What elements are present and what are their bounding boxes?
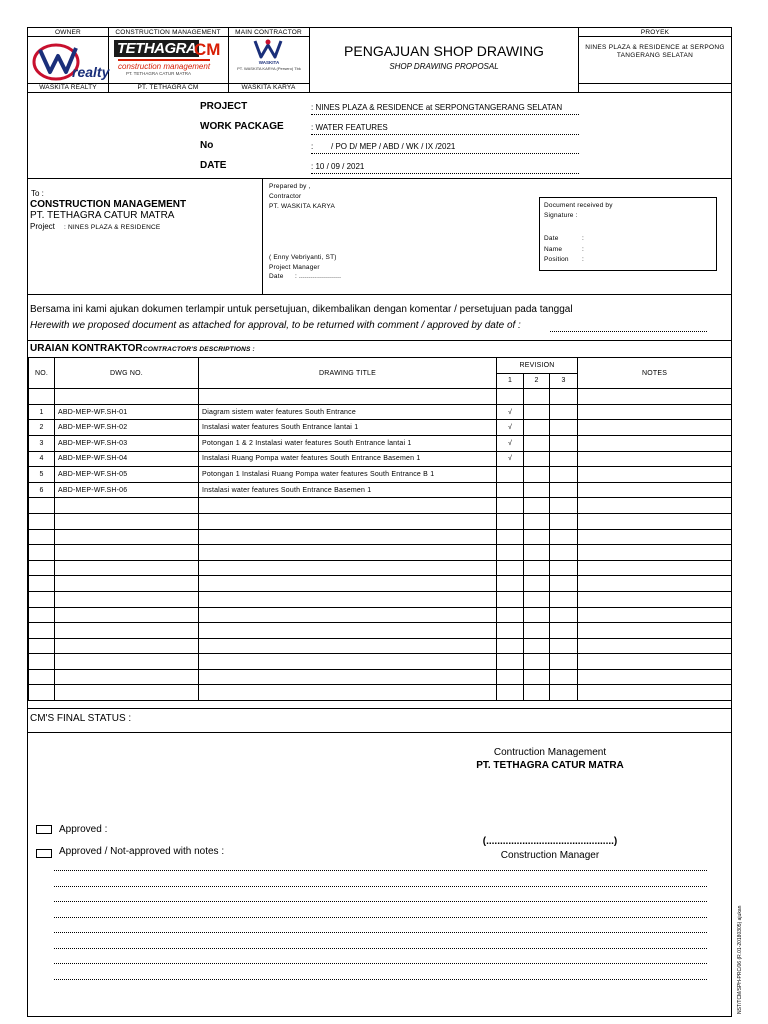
table-cell xyxy=(550,389,578,405)
table-cell-notes xyxy=(578,498,732,514)
table-row xyxy=(29,576,732,592)
table-cell-no xyxy=(29,607,55,623)
table-cell-rev3 xyxy=(550,623,578,639)
date-underline xyxy=(311,173,579,174)
table-cell-notes xyxy=(578,560,732,576)
rev2-header: 2 xyxy=(524,373,550,389)
table-cell-no: 6 xyxy=(29,482,55,498)
table-row xyxy=(29,591,732,607)
approved-checkbox[interactable] xyxy=(36,825,52,834)
work-package-label: WORK PACKAGE xyxy=(200,121,284,132)
table-cell-rev3 xyxy=(550,654,578,670)
header-divider xyxy=(108,27,109,92)
table-cell-rev2 xyxy=(524,560,550,576)
table-cell-notes xyxy=(578,513,732,529)
page-subtitle: SHOP DRAWING PROPOSAL xyxy=(389,62,499,71)
table-cell-rev1 xyxy=(497,560,524,576)
table-cell-dwg xyxy=(55,591,199,607)
uraian-title: URAIAN KONTRAKTOR xyxy=(30,343,143,354)
proyek-label: PROYEK xyxy=(640,29,670,36)
table-cell-rev2 xyxy=(524,498,550,514)
table-cell-title xyxy=(199,560,497,576)
proyek-value: NINES PLAZA & RESIDENCE at SERPONG TANGERANG SELATAN xyxy=(585,44,725,59)
received-date-colon: : xyxy=(582,235,585,242)
rev3-header: 3 xyxy=(550,373,578,389)
table-row xyxy=(29,420,732,436)
table-cell-no: 4 xyxy=(29,451,55,467)
table-cell-dwg xyxy=(55,623,199,639)
table-cell-dwg xyxy=(55,669,199,685)
table-cell-rev2 xyxy=(524,529,550,545)
table-cell-title xyxy=(199,576,497,592)
statement-indonesian: Bersama ini kami ajukan dokumen terlampir untuk persetujuan, dikembalikan dengan komentar / persetujuan pada tanggal xyxy=(30,304,573,315)
table-row xyxy=(29,513,732,529)
table-cell-rev3 xyxy=(550,420,578,436)
approved-notes-checkbox[interactable] xyxy=(36,849,52,858)
note-line[interactable] xyxy=(54,917,707,918)
no-underline xyxy=(311,153,579,154)
table-row xyxy=(29,654,732,670)
table-cell-dwg xyxy=(55,685,199,701)
received-name-colon: : xyxy=(582,246,585,253)
received-position-label: Position xyxy=(544,256,569,263)
table-cell-rev3 xyxy=(550,591,578,607)
table-cell-rev1 xyxy=(497,498,524,514)
table-cell-rev3 xyxy=(550,669,578,685)
table-cell-no xyxy=(29,529,55,545)
table-cell-notes xyxy=(578,638,732,654)
table-cell xyxy=(578,389,732,405)
table-cell-dwg xyxy=(55,654,199,670)
table-cell xyxy=(55,389,199,405)
table-row xyxy=(29,482,732,498)
table-cell-notes xyxy=(578,591,732,607)
table-cell-rev2 xyxy=(524,435,550,451)
table-cell-rev1 xyxy=(497,623,524,639)
waskita-karya-logo-mark xyxy=(252,38,284,60)
table-cell-rev2 xyxy=(524,685,550,701)
note-line[interactable] xyxy=(54,886,707,887)
uraian-subtitle: CONTRACTOR'S DESCRIPTIONS : xyxy=(143,346,255,353)
note-line[interactable] xyxy=(54,948,707,949)
table-row xyxy=(29,467,732,483)
table-cell-no xyxy=(29,685,55,701)
table-cell-rev3 xyxy=(550,529,578,545)
drawing-table xyxy=(28,357,732,701)
note-line[interactable] xyxy=(54,901,707,902)
date-value: : 10 / 09 / 2021 xyxy=(311,162,365,171)
received-title: Document received by xyxy=(544,202,613,209)
page-title: PENGAJUAN SHOP DRAWING xyxy=(344,43,544,59)
received-name-label: Name xyxy=(544,246,563,253)
waskita-realty-logo xyxy=(30,38,110,82)
col-title-header: DRAWING TITLE xyxy=(199,358,497,389)
cm-label: CONSTRUCTION MANAGEMENT xyxy=(115,29,221,36)
mc-logo-pt: PT. WASKITA KARYA (Persero) Tbk xyxy=(237,66,301,71)
table-row xyxy=(29,389,732,405)
table-cell-rev2 xyxy=(524,404,550,420)
work-package-underline xyxy=(311,134,579,135)
table-cell-rev2 xyxy=(524,576,550,592)
to-company: PT. TETHAGRA CATUR MATRA xyxy=(30,210,175,221)
table-cell-rev1: √ xyxy=(497,420,524,436)
table-row xyxy=(29,545,732,561)
note-line[interactable] xyxy=(54,963,707,964)
table-cell-rev3 xyxy=(550,451,578,467)
table-cell-dwg xyxy=(55,560,199,576)
col-dwg-header: DWG NO. xyxy=(55,358,199,389)
header-divider xyxy=(578,83,732,84)
table-cell-title: Instalasi water features South Entrance lantai 1 xyxy=(199,420,497,436)
project-value: : NINES PLAZA & RESIDENCE at SERPONGTANGERANG SELATAN xyxy=(311,103,563,112)
table-row xyxy=(29,451,732,467)
table-cell-title: Instalasi water features South Entrance Basemen 1 xyxy=(199,482,497,498)
table-cell-rev3 xyxy=(550,685,578,701)
table-cell-rev1 xyxy=(497,638,524,654)
table-cell-title xyxy=(199,498,497,514)
table-cell-notes xyxy=(578,607,732,623)
table-cell-rev1 xyxy=(497,513,524,529)
side-code: NST/TCM/SPH-PRC/06 (R.01-20180305) ajukan xyxy=(737,905,743,1014)
project-label: PROJECT xyxy=(200,101,248,112)
table-cell-no: 5 xyxy=(29,467,55,483)
table-cell-rev3 xyxy=(550,560,578,576)
col-no-header: NO. xyxy=(29,358,55,389)
table-cell-notes xyxy=(578,435,732,451)
table-cell-rev3 xyxy=(550,498,578,514)
mc-logo-brand: WASKITA xyxy=(258,60,280,65)
table-cell-title xyxy=(199,529,497,545)
table-cell-title xyxy=(199,607,497,623)
received-date-label: Date xyxy=(544,235,559,242)
table-row xyxy=(29,607,732,623)
header-bottom-line xyxy=(27,92,732,93)
project-underline xyxy=(311,114,579,115)
table-cell-rev1 xyxy=(497,482,524,498)
table-row xyxy=(29,560,732,576)
approved-notes-label: Approved / Not-approved with notes : xyxy=(59,846,225,857)
section-divider xyxy=(27,178,732,179)
table-cell-rev3 xyxy=(550,482,578,498)
table-cell-dwg xyxy=(55,498,199,514)
col-revision-header: REVISION xyxy=(497,358,578,374)
table-cell-no xyxy=(29,513,55,529)
table-cell-rev1 xyxy=(497,669,524,685)
table-cell-rev3 xyxy=(550,435,578,451)
table-cell-dwg xyxy=(55,638,199,654)
table-cell-no: 2 xyxy=(29,420,55,436)
table-cell-notes xyxy=(578,451,732,467)
table-row xyxy=(29,498,732,514)
table-cell-title xyxy=(199,685,497,701)
table-cell-dwg: ABD-MEP-WF.SH-04 xyxy=(55,451,199,467)
table-cell xyxy=(199,389,497,405)
table-cell-no xyxy=(29,591,55,607)
table-cell-rev1 xyxy=(497,685,524,701)
table-cell-no xyxy=(29,669,55,685)
table-cell-rev1 xyxy=(497,467,524,483)
owner-label: OWNER xyxy=(55,29,81,36)
table-cell-dwg: ABD-MEP-WF.SH-06 xyxy=(55,482,199,498)
table-cell-dwg: ABD-MEP-WF.SH-02 xyxy=(55,420,199,436)
header-divider xyxy=(578,36,732,37)
table-cell-no xyxy=(29,576,55,592)
table-cell-rev1 xyxy=(497,529,524,545)
table-cell-rev2 xyxy=(524,451,550,467)
table-cell-title xyxy=(199,545,497,561)
waskita-karya-logo xyxy=(230,38,308,82)
received-position-colon: : xyxy=(582,256,585,263)
table-cell-no xyxy=(29,545,55,561)
table-cell-title xyxy=(199,669,497,685)
table-cell-notes xyxy=(578,576,732,592)
table-cell-title: Diagram sistem water features South Entrance xyxy=(199,404,497,420)
table-cell-rev2 xyxy=(524,467,550,483)
work-package-value: : WATER FEATURES xyxy=(311,123,388,132)
table-row xyxy=(29,529,732,545)
note-line[interactable] xyxy=(54,979,707,980)
table-cell-rev1 xyxy=(497,576,524,592)
contractor-value: PT. WASKITA KARYA xyxy=(269,203,336,210)
table-cell xyxy=(497,389,524,405)
contractor-label: Contractor xyxy=(269,193,302,200)
note-line[interactable] xyxy=(54,870,707,871)
section-divider xyxy=(27,732,732,733)
cm-logo-cm: CM xyxy=(194,40,221,59)
table-cell-rev2 xyxy=(524,545,550,561)
table-cell-dwg xyxy=(55,545,199,561)
table-cell-notes xyxy=(578,420,732,436)
table-cell-rev2 xyxy=(524,420,550,436)
prepared-by-label: Prepared by , xyxy=(269,183,311,190)
table-cell-rev2 xyxy=(524,638,550,654)
table-cell-notes xyxy=(578,654,732,670)
table-cell-dwg xyxy=(55,607,199,623)
header-divider xyxy=(228,27,229,92)
main-contractor-label: MAIN CONTRACTOR xyxy=(235,29,302,36)
table-cell-no: 1 xyxy=(29,404,55,420)
section-divider xyxy=(27,340,732,341)
cm-logo-pt: PT. TETHAGRA CATUR MATRA xyxy=(126,71,192,76)
final-cm-line2: PT. TETHAGRA CATUR MATRA xyxy=(476,760,624,771)
table-cell-rev1 xyxy=(497,607,524,623)
table-cell-no xyxy=(29,654,55,670)
received-signature: Signature : xyxy=(544,212,578,219)
table-cell-rev1 xyxy=(497,545,524,561)
table-cell-no xyxy=(29,560,55,576)
cm-logo-main: TETHAGRA xyxy=(114,40,199,57)
table-cell-dwg: ABD-MEP-WF.SH-03 xyxy=(55,435,199,451)
section-divider xyxy=(27,294,732,295)
table-row xyxy=(29,623,732,639)
table-cell-notes xyxy=(578,669,732,685)
table-cell-notes xyxy=(578,685,732,701)
table-cell-notes xyxy=(578,482,732,498)
table-cell-dwg: ABD-MEP-WF.SH-05 xyxy=(55,467,199,483)
to-prepared-divider xyxy=(262,178,263,294)
table-cell-dwg xyxy=(55,576,199,592)
table-cell-title: Instalasi Ruang Pompa water features South Entrance Basemen 1 xyxy=(199,451,497,467)
table-cell-title xyxy=(199,623,497,639)
owner-logo-text: realty xyxy=(72,64,110,80)
table-body xyxy=(29,404,732,700)
table-cell-rev3 xyxy=(550,638,578,654)
cm-logo-sub: construction management xyxy=(118,59,210,71)
table-cell-rev2 xyxy=(524,669,550,685)
table-cell-rev3 xyxy=(550,576,578,592)
table-row xyxy=(29,685,732,701)
rev1-header: 1 xyxy=(497,373,524,389)
table-cell-rev2 xyxy=(524,623,550,639)
table-cell-notes xyxy=(578,529,732,545)
table-cell-no xyxy=(29,498,55,514)
table-cell-rev2 xyxy=(524,607,550,623)
table-cell-no: 3 xyxy=(29,435,55,451)
prepared-date-value: : ..................... xyxy=(295,273,342,280)
table-cell-notes xyxy=(578,467,732,483)
return-date-line xyxy=(550,331,707,332)
table-row xyxy=(29,404,732,420)
tethagra-cm-logo xyxy=(112,40,224,80)
table-cell-title xyxy=(199,654,497,670)
table-header-row xyxy=(29,358,732,374)
statement-english: Herewith we proposed document as attached for approval, to be returned with comment / approved by date of : xyxy=(30,320,521,331)
table-row xyxy=(29,638,732,654)
table-cell-title: Potongan 1 & 2 Instalasi water features South Entrance lantai 1 xyxy=(199,435,497,451)
header-divider xyxy=(578,27,579,92)
to-label: To : xyxy=(31,189,44,198)
table-cell-rev1 xyxy=(497,654,524,670)
table-cell-rev2 xyxy=(524,513,550,529)
no-label: No xyxy=(200,140,214,151)
table-cell-rev2 xyxy=(524,654,550,670)
to-project-value: : NINES PLAZA & RESIDENCE xyxy=(64,224,161,231)
sign-role: Construction Manager xyxy=(500,850,600,861)
table-cell-no xyxy=(29,638,55,654)
table-cell-rev3 xyxy=(550,513,578,529)
final-status-label: CM'S FINAL STATUS : xyxy=(30,713,132,724)
no-value: : / PO D/ MEP / ABD / WK / IX /2021 xyxy=(311,142,456,151)
table-cell-rev2 xyxy=(524,482,550,498)
date-label: DATE xyxy=(200,160,227,171)
final-cm-line1: Contruction Management xyxy=(493,747,607,758)
table-cell-title xyxy=(199,638,497,654)
to-recipient: CONSTRUCTION MANAGEMENT xyxy=(30,199,187,210)
table-cell-title: Potongan 1 Instalasi Ruang Pompa water features South Entrance B 1 xyxy=(199,467,497,483)
table-cell-notes xyxy=(578,545,732,561)
table-cell-rev2 xyxy=(524,591,550,607)
table-cell-dwg xyxy=(55,529,199,545)
prepared-date-label: Date xyxy=(269,273,284,280)
table-cell-notes xyxy=(578,404,732,420)
table-cell-rev1: √ xyxy=(497,451,524,467)
table-cell-title xyxy=(199,513,497,529)
table-cell-notes xyxy=(578,623,732,639)
table-cell-rev1: √ xyxy=(497,435,524,451)
table-cell-rev3 xyxy=(550,404,578,420)
section-divider xyxy=(27,708,732,709)
prepared-signer: ( Enny Vebriyanti, ST) xyxy=(269,254,337,261)
table-cell-rev1: √ xyxy=(497,404,524,420)
table-cell-rev3 xyxy=(550,467,578,483)
owner-name: WASKITA REALTY xyxy=(39,84,97,91)
col-notes-header: NOTES xyxy=(578,358,732,389)
note-line[interactable] xyxy=(54,932,707,933)
header-divider xyxy=(27,36,309,37)
table-cell-rev3 xyxy=(550,607,578,623)
table-cell-rev3 xyxy=(550,545,578,561)
table-cell xyxy=(29,389,55,405)
header-divider xyxy=(309,27,310,92)
cm-name: PT. TETHAGRA CM xyxy=(137,84,199,91)
approved-label: Approved : xyxy=(59,824,108,835)
table-cell-no xyxy=(29,623,55,639)
table-cell-dwg: ABD-MEP-WF.SH-01 xyxy=(55,404,199,420)
table-cell-rev1 xyxy=(497,591,524,607)
table-cell xyxy=(524,389,550,405)
table-cell-dwg xyxy=(55,513,199,529)
table-cell-title xyxy=(199,591,497,607)
to-project-label: Project xyxy=(30,222,55,231)
table-row xyxy=(29,669,732,685)
prepared-role: Project Manager xyxy=(269,264,320,271)
mc-name: WASKITA KARYA xyxy=(241,84,296,91)
table-row xyxy=(29,435,732,451)
sign-line: (..............................................) xyxy=(482,836,618,847)
